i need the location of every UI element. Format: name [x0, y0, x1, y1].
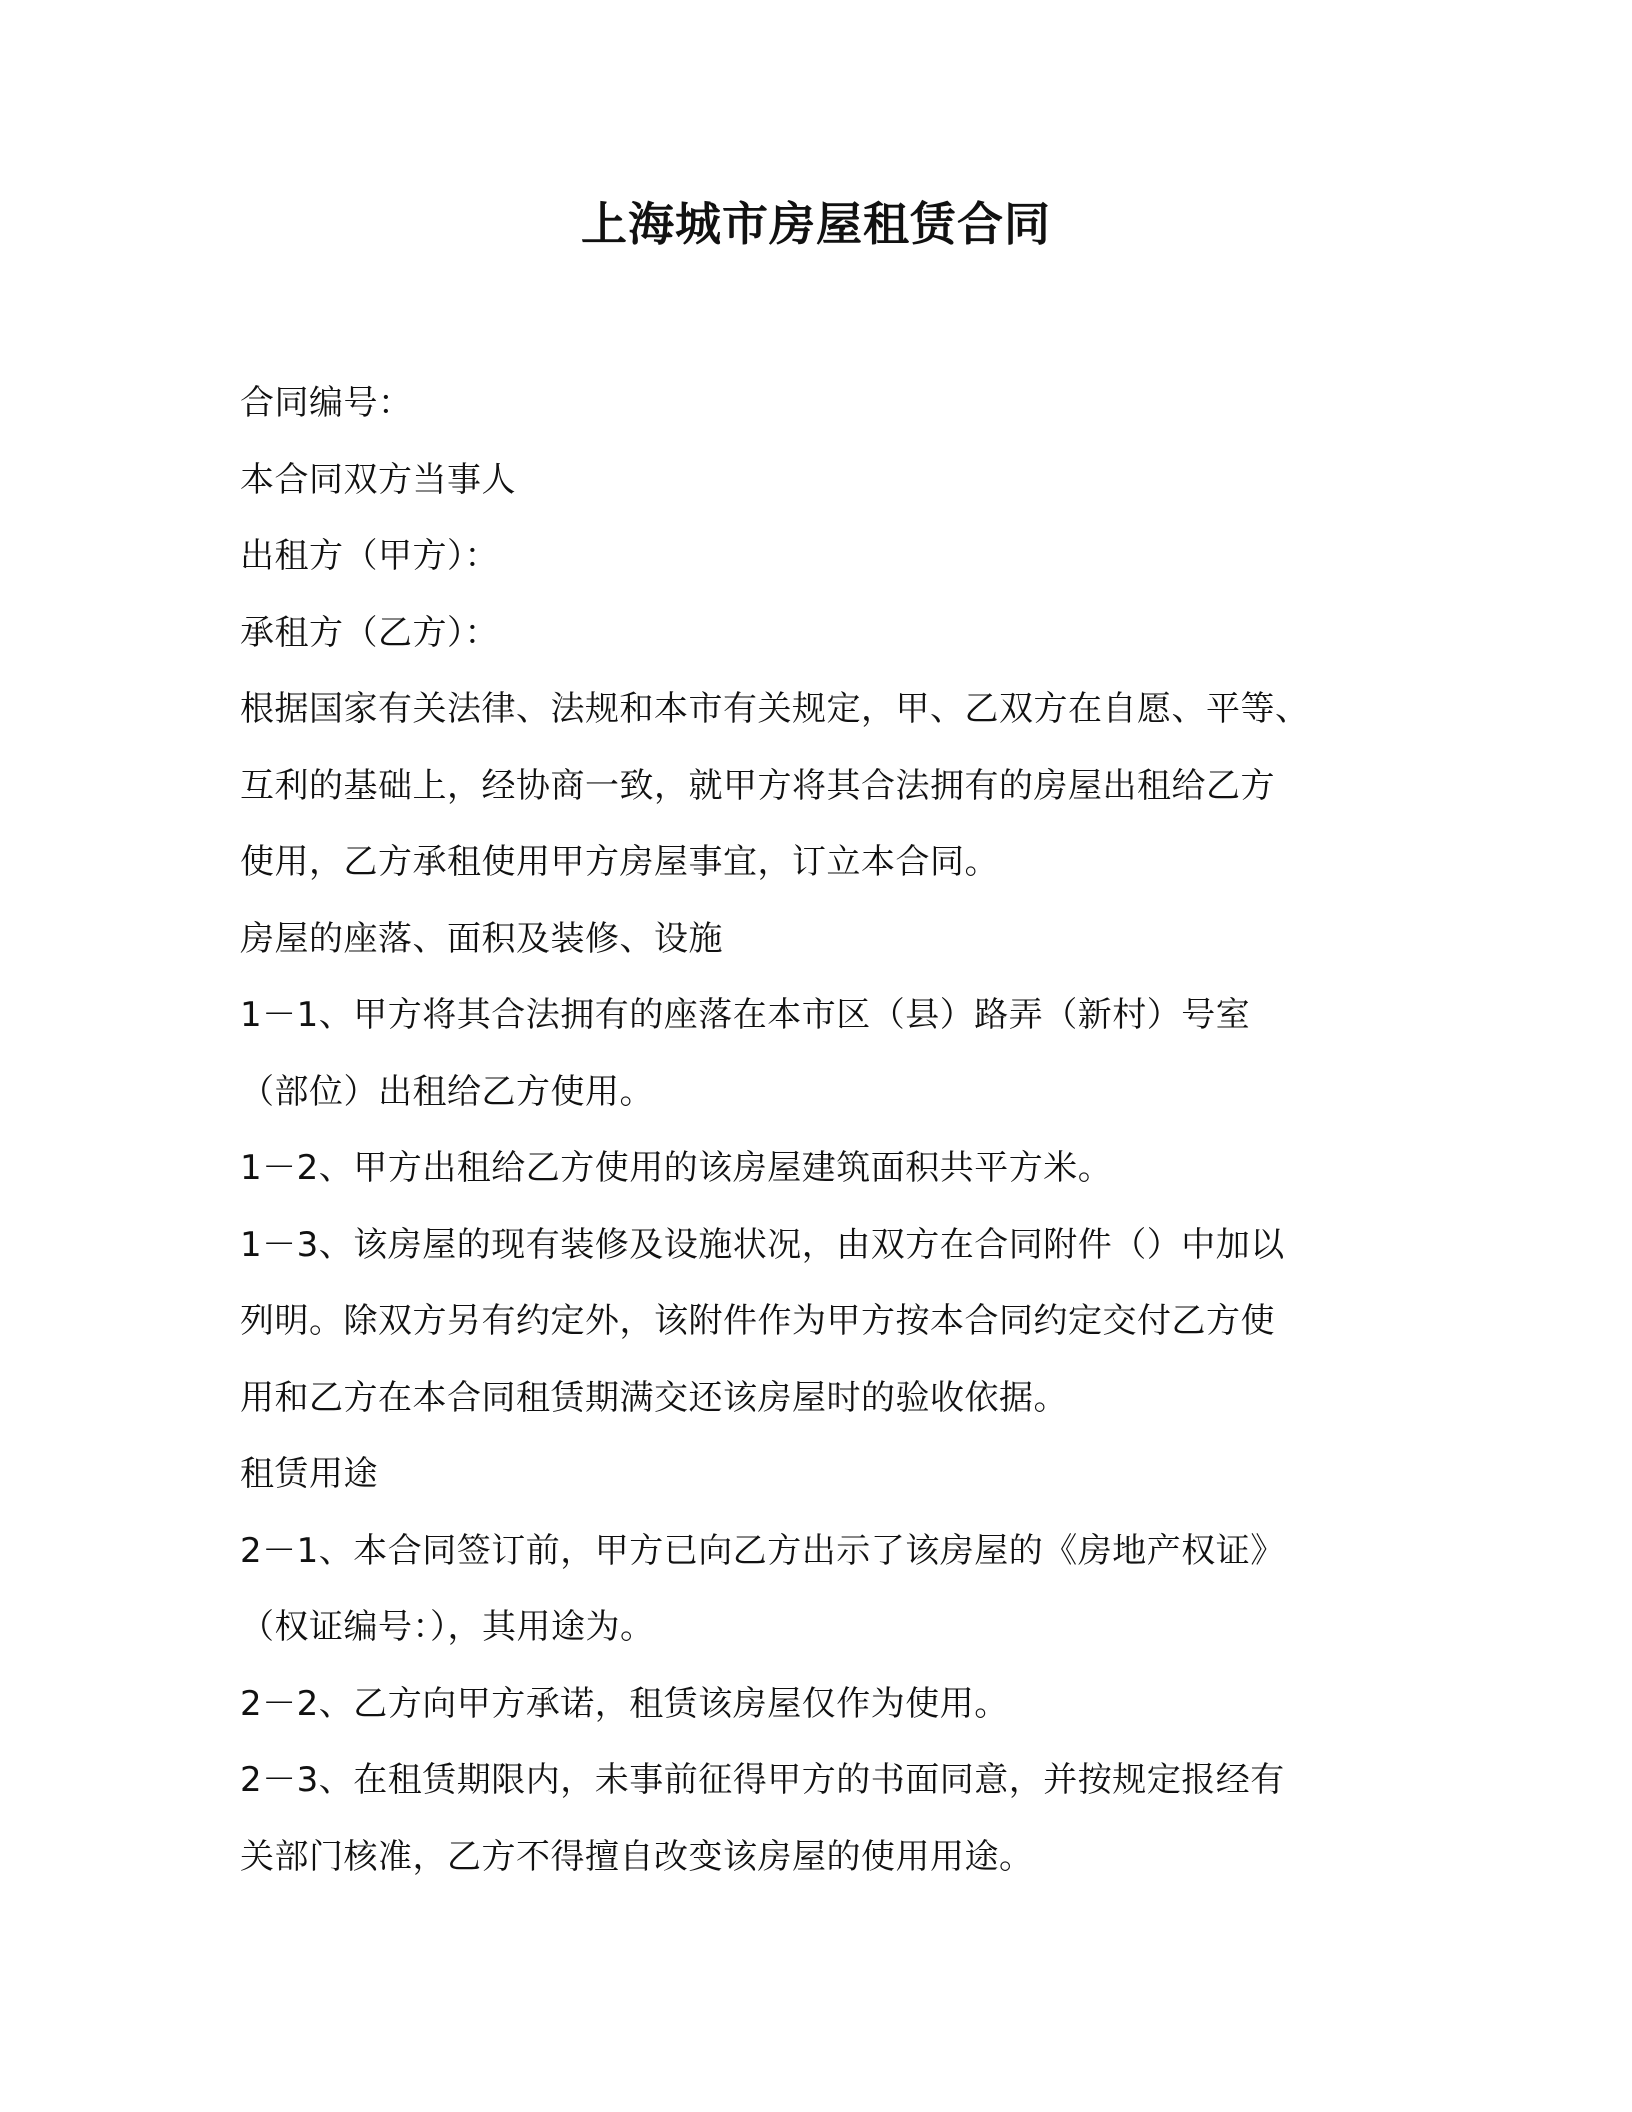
section-heading-premises: 房屋的座落、面积及装修、设施: [240, 918, 723, 959]
clause-1-3-line-2: 列明。除双方另有约定外，该附件作为甲方按本合同约定交付乙方使: [240, 1301, 1275, 1341]
document-title: 上海城市房屋租赁合同: [581, 197, 1051, 251]
preamble-line-1: 根据国家有关法律、法规和本市有关规定，甲、乙双方在自愿、平等、: [240, 689, 1310, 729]
clause-1-3-line-3: 用和乙方在本合同租赁期满交还该房屋时的验收依据。: [240, 1377, 1068, 1418]
clause-2-3-line-2: 关部门核准，乙方不得擅自改变该房屋的使用用途。: [240, 1836, 1034, 1877]
parties-heading: 本合同双方当事人: [240, 459, 516, 500]
clause-1-1-line-2: （部位）出租给乙方使用。: [240, 1071, 654, 1112]
clause-2-3-line-1: 2－3、在租赁期限内，未事前征得甲方的书面同意，并按规定报经有: [240, 1760, 1285, 1800]
clause-1-1-line-1: 1－1、甲方将其合法拥有的座落在本市区（县）路弄（新村）号室: [240, 995, 1251, 1035]
clause-2-1-line-2: （权证编号：），其用途为。: [240, 1607, 655, 1647]
clause-2-1-line-1: 2－1、本合同签订前，甲方已向乙方出示了该房屋的《房地产权证》: [240, 1530, 1285, 1571]
clause-2-2: 2－2、乙方向甲方承诺，租赁该房屋仅作为使用。: [240, 1683, 1009, 1724]
preamble-line-2: 互利的基础上，经协商一致，就甲方将其合法拥有的房屋出租给乙方: [240, 765, 1275, 806]
lessee-line: 承租方（乙方）：: [240, 612, 499, 653]
document-body: [240, 365, 1400, 1895]
section-heading-usage: 租赁用途: [240, 1454, 378, 1494]
preamble-line-3: 使用，乙方承租使用甲方房屋事宜，订立本合同。: [240, 842, 999, 882]
clause-1-3-line-1: 1－3、该房屋的现有装修及设施状况，由双方在合同附件（）中加以: [240, 1224, 1285, 1265]
contract-number-line: 合同编号：: [240, 383, 413, 423]
lessor-line: 出租方（甲方）：: [240, 536, 499, 576]
clause-1-2: 1－2、甲方出租给乙方使用的该房屋建筑面积共平方米。: [240, 1148, 1113, 1188]
